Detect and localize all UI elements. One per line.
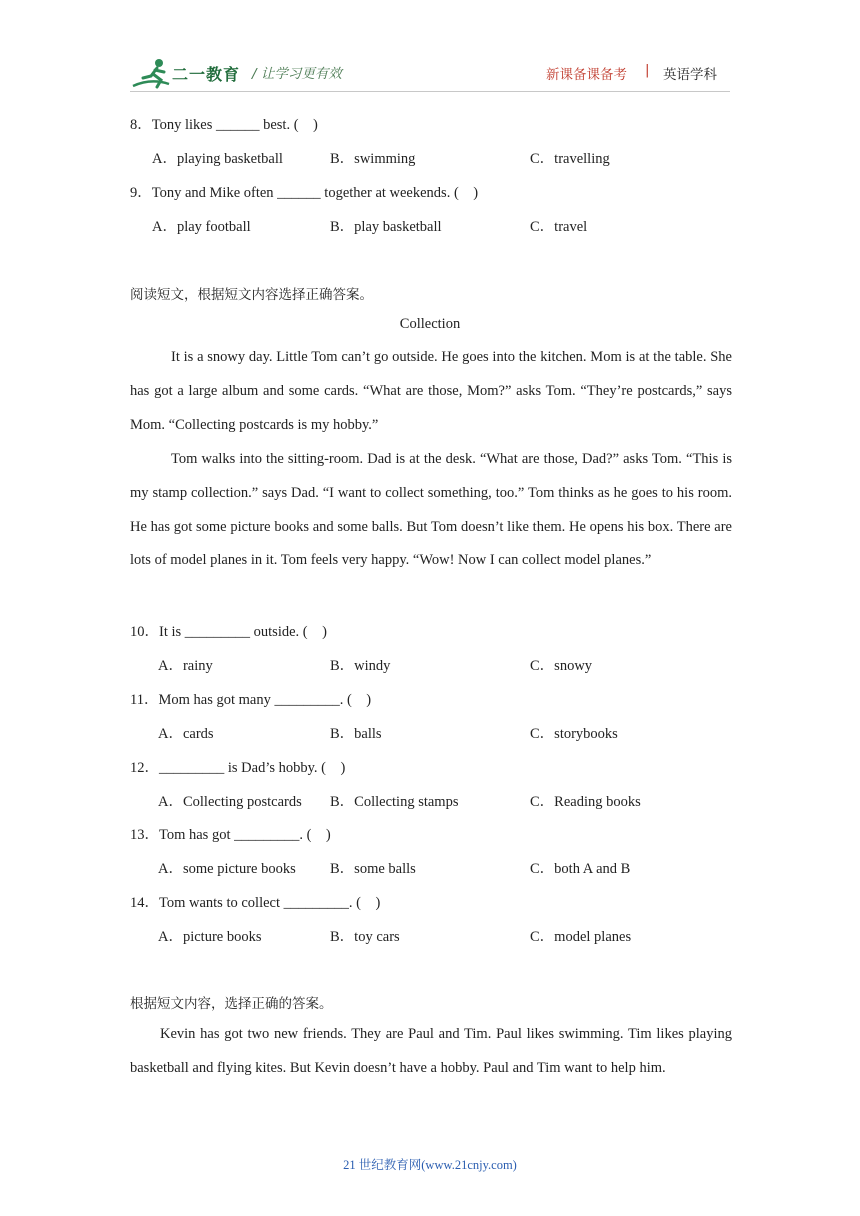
question-13-stem: 13．Tom has got _________. ( ) [130,827,331,843]
question-14-option-a: A．picture books [158,929,262,945]
header-separator: | [645,62,650,78]
passage-paragraph-1: It is a snowy day. Little Tom can’t go outside. He goes into the kitchen. Mom is at the table. She has got a large album and some cards. “What are those, Mom?” asks Tom. “They’re postcards,” says Mom. “Collecting postcards is my hobby.” [130,349,732,433]
footer-source: 21 世纪教育网(www.21cnjy.com) [343,1158,517,1172]
question-14-stem: 14．Tom wants to collect _________. ( ) [130,895,381,911]
header-slogan: / 让学习更有效 [252,66,342,82]
question-8-option-c: C．travelling [530,151,610,167]
section-3-instruction: 根据短文内容，选择正确的答案。 [130,996,333,1012]
section-2-instruction: 阅读短文，根据短文内容选择正确答案。 [130,287,373,303]
question-14-option-c: C．model planes [530,929,632,945]
question-8-option-b: B．swimming [330,151,416,167]
question-11-option-a: A．cards [158,726,214,742]
question-10-option-c: C．snowy [530,658,593,674]
question-14-option-b: B．toy cars [330,929,400,945]
question-13-option-b: B．some balls [330,861,416,877]
question-11-option-b: B．balls [330,726,382,742]
logo-text: 二一教育 [172,65,241,84]
passage-title: Collection [399,316,461,332]
question-11-stem: 11．Mom has got many _________. ( ) [130,692,372,708]
question-12-stem: 12．_________ is Dad’s hobby. ( ) [130,760,346,776]
question-13-option-a: A．some picture books [158,861,296,877]
question-9-option-a: A．play football [152,219,251,235]
question-12-option-b: B．Collecting stamps [330,794,459,810]
header-category: 新课备课备考 [546,67,627,83]
question-10-stem: 10．It is _________ outside. ( ) [130,624,327,640]
question-13-option-c: C．both A and B [530,861,631,877]
question-9-option-b: B．play basketball [330,219,442,235]
question-11-option-c: C．storybooks [530,726,618,742]
question-10-option-a: A．rainy [158,658,213,674]
header-divider [130,91,730,92]
question-9-option-c: C．travel [530,219,588,235]
question-12-option-c: C．Reading books [530,794,641,810]
question-9-stem: 9．Tony and Mike often ______ together at weekends. ( ) [130,185,479,201]
header-subject: 英语学科 [663,67,717,83]
passage-paragraph-2: Tom walks into the sitting-room. Dad is at the desk. “What are those, Dad?” asks Tom. “This is my stamp collection.” says Dad. “I want to collect something, too.” Tom thinks as he goes to his room. He has got some picture books and some balls. But Tom doesn’t like them. He opens his box. There are lots of model planes in it. Tom feels very happy. “Wow! Now I can collect model planes.” [130,451,732,569]
question-8-stem: 8．Tony likes ______ best. ( ) [130,117,318,133]
question-10-option-b: B．windy [330,658,391,674]
question-8-option-a: A．playing basketball [152,151,283,167]
passage-2-paragraph: Kevin has got two new friends. They are Paul and Tim. Paul likes swimming. Tim likes playing basketball and flying kites. But Kevin doesn’t have a hobby. Paul and Tim want to help him. [130,1026,732,1076]
question-12-option-a: A．Collecting postcards [158,794,302,810]
